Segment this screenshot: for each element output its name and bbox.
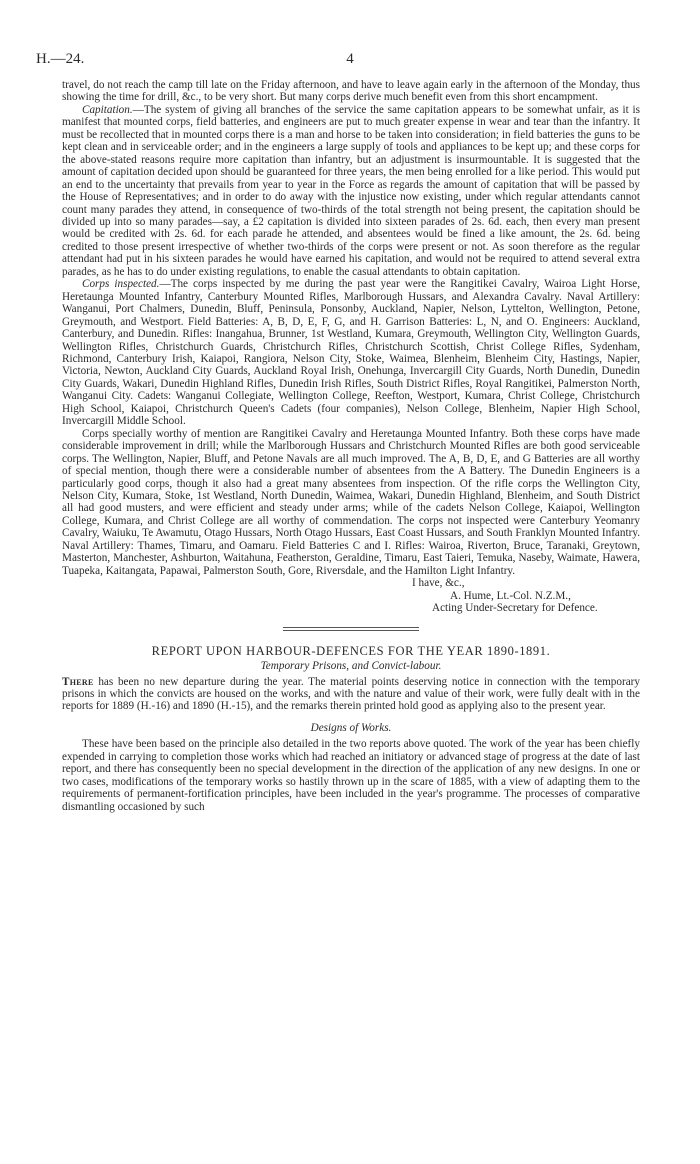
capitation-text: —The system of giving all branches of the service the same capitation appears to be somewhat unfair, as it is manifest that mounted corps, field batteries, and engineers are put to much greater expense in wear and tear than the infantry. It must be recollected that in mounted corps there is a man and horse to be taken into consideration; in field batteries the guns to be kept clean and in serviceable order; and in the engineers a large supply of tools and appliances to be kept up; and these corps for the above-stated reasons require more capitation than infantry, but an adjustment is insurmountable. It is suggested that the amount of capitation decided upon should be guaranteed for three years, the men being enrolled for a like period. This would put an end to the uncertainty that prevails from year to year in the Force as regards the amount of capitation that will be passed by the House of Representatives; and in order to do away with the injustice now existing, under which regular attendants cannot count many parades they attend, in consequence of two-thirds of the total strength not being present, the capitation should be divided up into so many parades—say, a £2 capitation is divided into sixteen parades of 2s. 6d. each, then every man present would be credited with 2s. 6d. for each parade he attended, and absentees would be fined a like amount, the 2s. 6d. being credited to those present irrespective of whether two-thirds of the corps were present or not. As soon therefore as the regular attendant had put in his sixteen parades he would have earned his capitation, and would not be required to attend several extra parades, as he has to do under existing regulations, to enable the casual attendants to obtain capitation. [62, 103, 640, 278]
paragraph-designs-of-works: These have been based on the principle also detailed in the two reports above quoted. The work of the year has been chiefly expended in carrying to completion those works which had reached an initiatory or advanced stage of progress at the date of last report, and there has consequently been no special development in the direction of the application of any new designs. In one or two cases, modifications of the temporary works so hastily thrown up in the scare of 1885, with a view of adapting them to the requirements of permanent-fortification principles, have been included in the year's programme. The processes of comparative dismantling occasioned by such [62, 738, 640, 813]
page-body [62, 79, 640, 813]
page-header [36, 51, 664, 71]
signature-name: A. Hume, Lt.-Col. N.Z.M., [450, 589, 571, 602]
signature-title: Acting Under-Secretary for Defence. [432, 602, 598, 615]
capitation-heading: Capitation. [82, 103, 133, 116]
signature-salutation: I have, &c., [412, 577, 465, 590]
signature-block [412, 577, 640, 615]
corps-inspected-text: —The corps inspected by me during the past year were the Rangitikei Cavalry, Wairoa Light Horse, Heretaunga Mounted Infantry, Canterbury Mounted Rifles, Marlborough Hussars, and Alexandra Cavalry. Naval Artillery: Wanganui, Port Chalmers, Dunedin, Bluff, Peninsula, Ponsonby, Auckland, Napier, Nelson, Lyttelton, Wellington, Petone, Greymouth, and Westport. Field Batteries: A, B, D, E, F, G, and H. Garrison Batteries: L, N, and O. Engineers: Auckland, Canterbury, and Dunedin. Rifles: Inangahua, Brunner, 1st Westland, Kumara, Greymouth, Wellington City, Wellington Guards, Wellington Rifles, Christchurch Guards, Christchurch Rifles, Christchurch Scottish, Christ College Rifles, Sydenham, Richmond, Canterbury Irish, Kaiapoi, Rangiora, Nelson City, Stoke, Waimea, Blenheim, Blenheim City, Hastings, Napier, Victoria, Newton, Auckland City Guards, Auckland Royal Irish, Onehunga, Invercargill City Guards, North Dunedin, Dunedin City Guards, Wakari, Dunedin Highland Rifles, Dunedin Irish Rifles, South District Rifles, Royal Rangitikei, Palmerston North, Wanganui City. Cadets: Wanganui Collegiate, Wellington College, Reefton, Westport, Kumara, Christ College, Christchurch High School, Kaiapoi, Christchurch Queen's Cadets (four companies), Nelson College, Blenheim, Napier High School, Invercargill Middle School. [62, 278, 640, 428]
paragraph-encampment: travel, do not reach the camp till late on the Friday afternoon, and have to leave again early in the afternoon of the Monday, thus showing the time for drill, &c., to be very short. But many corps derive much benefit even from this short encampment. [62, 79, 640, 104]
paragraph-lead-word: There [62, 675, 94, 688]
report-title: REPORT UPON HARBOUR-DEFENCES FOR THE YEAR 1890-1891. [151, 643, 551, 658]
temporary-prisons-text: has been no new departure during the year. The material points deserving notice in connection with the temporary prisons in which the convicts are housed on the works, and with the nature and value of their work, were fully dealt with in the reports for 1889 (H.-16) and 1890 (H.-15), and the remarks therein printed hold good as applying also to the present year. [62, 675, 640, 713]
corps-inspected-heading: Corps inspected. [82, 278, 160, 291]
document-code: H.—24. [36, 51, 85, 67]
subheading-temporary-prisons: Temporary Prisons, and Convict-labour. [260, 660, 442, 673]
subheading-designs-of-works: Designs of Works. [310, 721, 392, 734]
section-divider [283, 627, 419, 631]
paragraph-corps-mention: Corps specially worthy of mention are Rangitikei Cavalry and Heretaunga Mounted Infantry. Both these corps have made considerable improvement in drill; while the Marlborough Hussars and Christchurch Mounted Rifles are both good serviceable corps. The Wellington, Napier, Bluff, and Petone Navals are all much improved. The A, B, D, E, and G Batteries are all worthy of special mention, though there were a considerable number of absentees from the A Battery. The Dunedin Engineers is a particularly good corps, though it also had a great many absentees from inspection. Of the rifle corps the Wellington City, Nelson City, Kumara, Stoke, 1st Westland, North Dunedin, Waimea, Wakari, Dunedin Highland, Blenheim, and South District all had good musters, and were efficient and steady under arms; while of the cadets Nelson College, Kaiapoi, Wellington College, Kumara, and Christ College are all worthy of commendation. The corps not inspected were Canterbury Yeomanry Cavalry, Waiuku, Te Awamutu, Otago Hussars, North Otago Hussars, East Coast Hussars, and South Franklyn Mounted Infantry. Naval Artillery: Thames, Timaru, and Oamaru. Field Batteries C and I. Rifles: Wairoa, Riverton, Bruce, Taranaki, Greytown, Masterton, Manchester, Ashburton, Waitahuna, Featherston, Geraldine, Timaru, East Taieri, Temuka, Naseby, Waimate, Hawera, Tuapeka, Kaitangata, Papawai, Palmerston South, Gore, Riversdale, and the Hamilton Light Infantry. [62, 427, 640, 577]
paragraph-capitation [62, 104, 640, 278]
paragraph-corps-inspected [62, 278, 640, 427]
paragraph-temporary-prisons [62, 676, 640, 713]
page-number: 4 [346, 51, 354, 67]
